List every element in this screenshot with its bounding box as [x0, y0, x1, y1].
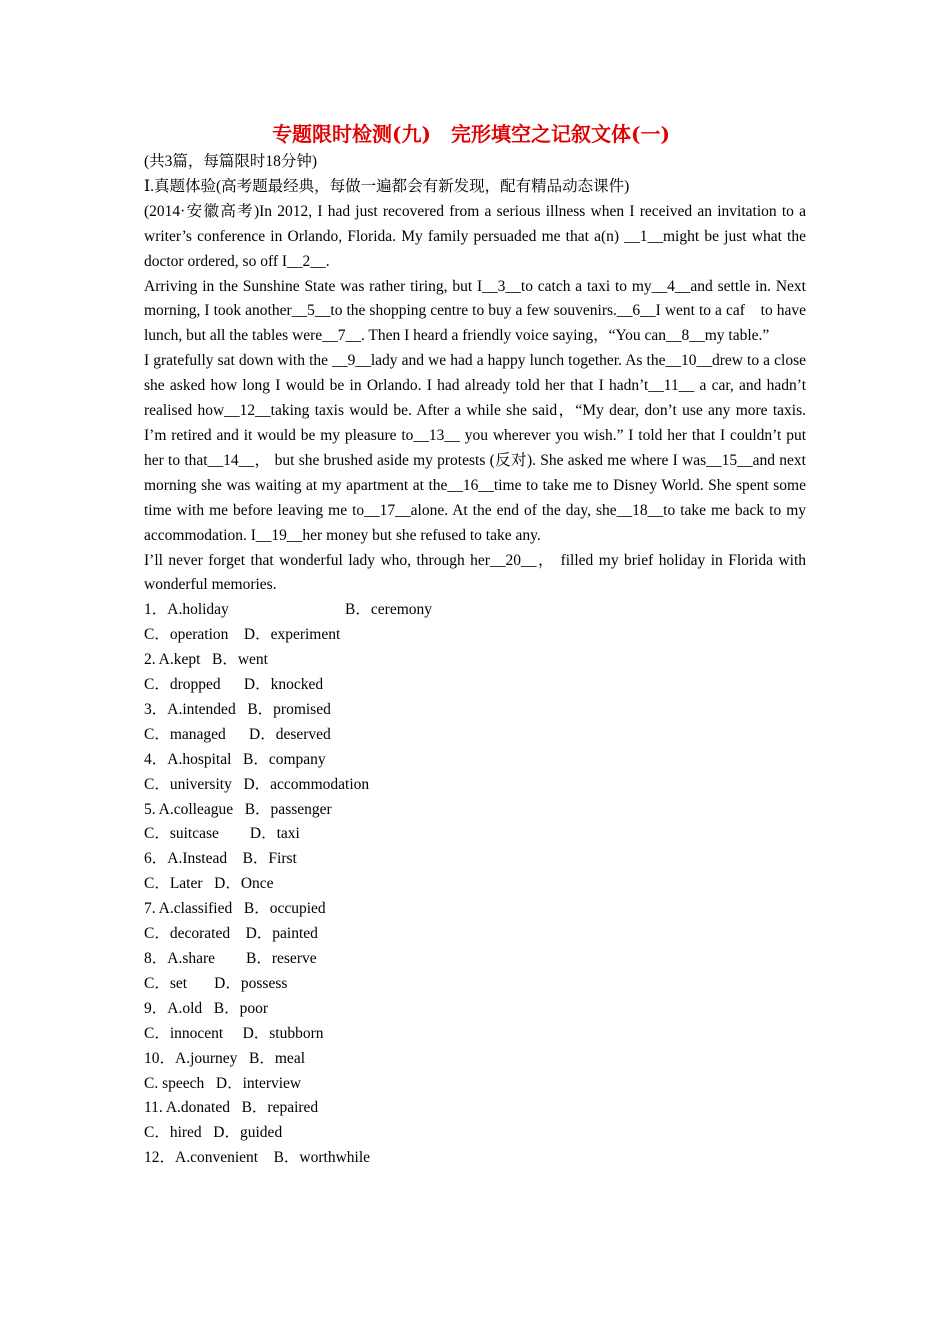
answer-options — [144, 598, 806, 1171]
page-title: 专题限时检测(九) 完形填空之记叙文体(一) — [272, 122, 670, 146]
option-line: C．university D．accommodation — [144, 775, 370, 793]
option-line: C．operation D．experiment — [144, 626, 341, 644]
passage-paragraph-4: I’ll never forget that wonderful lady who, through her__20__， filled my brief holiday in Florida with wonderful memories. — [144, 551, 806, 594]
option-line: 6．A.Instead B．First — [144, 850, 297, 868]
option-line: 3．A.intended B．promised — [144, 700, 331, 718]
option-line: C．managed D．deserved — [144, 725, 331, 743]
option-line: 7. A.classified B．occupied — [144, 900, 326, 918]
option-line: 5. A.colleague B．passenger — [144, 800, 332, 818]
option-line: C．set D．possess — [144, 974, 288, 992]
time-limit-note: (共3篇，每篇限时18分钟) — [144, 153, 318, 170]
option-line: C．dropped D．knocked — [144, 676, 324, 694]
passage-paragraph-2: Arriving in the Sunshine State was rather tiring, but I__3__to catch a taxi to my__4__and settle in. Next morning, I took another__5__to the shopping centre to buy a few souvenirs.__6__I went to a caf to have lunch, but all the tables were__7__. Then I heard a friendly voice saying，“You can__8__my table.” — [144, 277, 806, 345]
option-line: C．decorated D．painted — [144, 925, 318, 943]
option-line: 11. A.donated B．repaired — [144, 1099, 319, 1117]
passage-paragraph-3: I gratefully sat down with the __9__lady and we had a happy lunch together. As the__10__drew to a close she asked how long I would be in Orlando. I had already told her that I hadn’t__11__ a car, and hadn’t realised how__12__taking taxis would be. After a while she said，“My dear, don’t use any more taxis. I’m retired and it would be my pleasure to__13__ you wherever you wish.” I told her that I couldn’t put her to that__14__， but she brushed aside my protests (反对). She asked me where I was__15__and next morning she was waiting at my apartment at the__16__time to take me to Disney World. She spent some time with me before leaving me to__17__alone. At the end of the day, she__18__to take me back to my accommodation. I__19__her money but she refused to take any. — [144, 352, 806, 544]
option-line: 9．A.old B．poor — [144, 999, 269, 1017]
option-line: 10．A.journey B．meal — [144, 1049, 306, 1067]
option-line: C．innocent D．stubborn — [144, 1024, 324, 1042]
option-line: 8．A.share B．reserve — [144, 950, 317, 967]
option-line: C. speech D．interview — [144, 1074, 302, 1092]
option-line: C．suitcase D．taxi — [144, 825, 300, 843]
option-line: C．Later D．Once — [144, 875, 274, 893]
passage-paragraph-1: (2014·安徽高考)In 2012, I had just recovered from a serious illness when I received an invitation to a writer’s conference in Orlando, Florida. My family persuaded me that a(n) __1__might be just what the doctor ordered, so off I__2__. — [144, 202, 806, 270]
option-line: C．hired D．guided — [144, 1124, 283, 1142]
document-page — [144, 118, 806, 1171]
option-line: 12．A.convenient B．worthwhile — [144, 1149, 371, 1167]
option-line: 2. A.kept B．went — [144, 651, 268, 669]
option-line: 4．A.hospital B．company — [144, 750, 326, 768]
option-line: 1．A.holiday B．ceremony — [144, 601, 433, 619]
section-heading: Ⅰ.真题体验(高考题最经典，每做一遍都会有新发现，配有精品动态课件) — [144, 177, 630, 195]
